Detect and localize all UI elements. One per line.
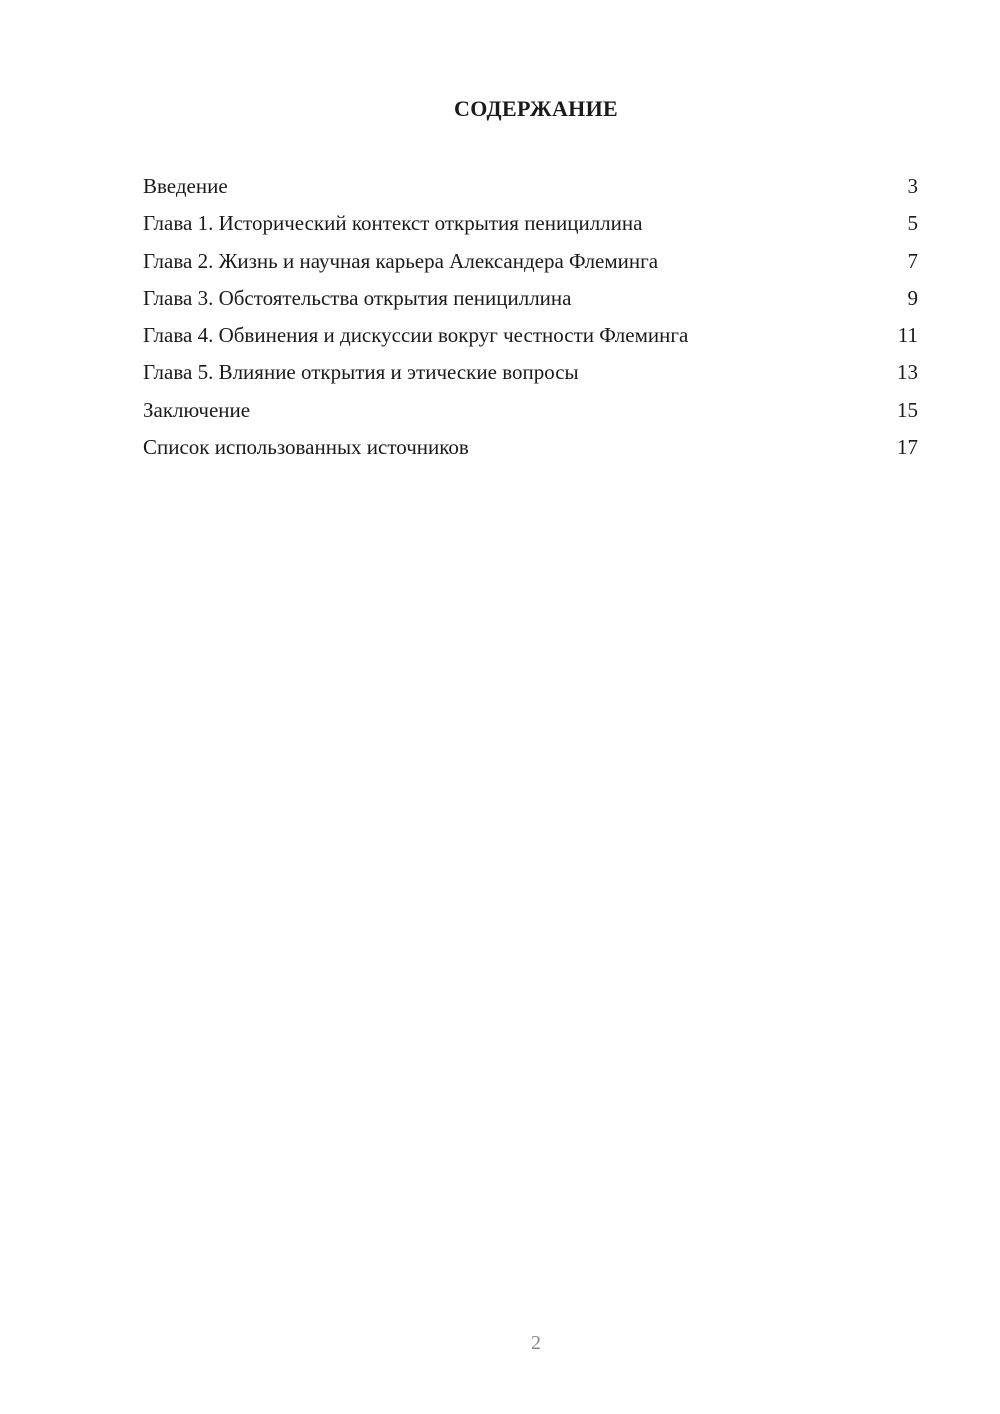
page-title: СОДЕРЖАНИЕ <box>454 96 618 121</box>
toc-item-chapter-5[interactable] <box>143 354 918 391</box>
toc-item-page: 3 <box>907 174 918 198</box>
toc-item-label: Глава 4. Обвинения и дискуссии вокруг честности Флеминга <box>143 323 689 348</box>
toc-item-label: Введение <box>143 174 228 198</box>
table-of-contents <box>143 168 918 466</box>
toc-item-label: Список использованных источников <box>143 435 469 460</box>
toc-item-chapter-2[interactable] <box>143 243 918 280</box>
toc-item-label: Глава 3. Обстоятельства открытия пенициллина <box>143 285 572 310</box>
toc-item-chapter-4[interactable] <box>143 317 918 354</box>
toc-item-page: 15 <box>897 397 918 422</box>
toc-item-label: Глава 5. Влияние открытия и этические вопросы <box>143 360 579 385</box>
page-number: 2 <box>531 1332 541 1354</box>
toc-item-page: 13 <box>897 360 918 385</box>
toc-item-page: 5 <box>907 211 918 236</box>
toc-item-page: 11 <box>897 323 918 348</box>
toc-item-references[interactable] <box>143 429 918 466</box>
toc-item-label: Заключение <box>143 397 251 422</box>
toc-item-page: 9 <box>907 285 918 310</box>
toc-item-introduction[interactable] <box>143 168 918 205</box>
toc-item-chapter-3[interactable] <box>143 280 918 317</box>
toc-item-label: Глава 1. Исторический контекст открытия пенициллина <box>143 211 643 236</box>
toc-item-conclusion[interactable] <box>143 392 918 429</box>
toc-item-label: Глава 2. Жизнь и научная карьера Александера Флеминга <box>143 248 659 273</box>
toc-item-chapter-1[interactable] <box>143 205 918 242</box>
toc-item-page: 7 <box>907 248 918 273</box>
toc-item-page: 17 <box>897 435 918 460</box>
